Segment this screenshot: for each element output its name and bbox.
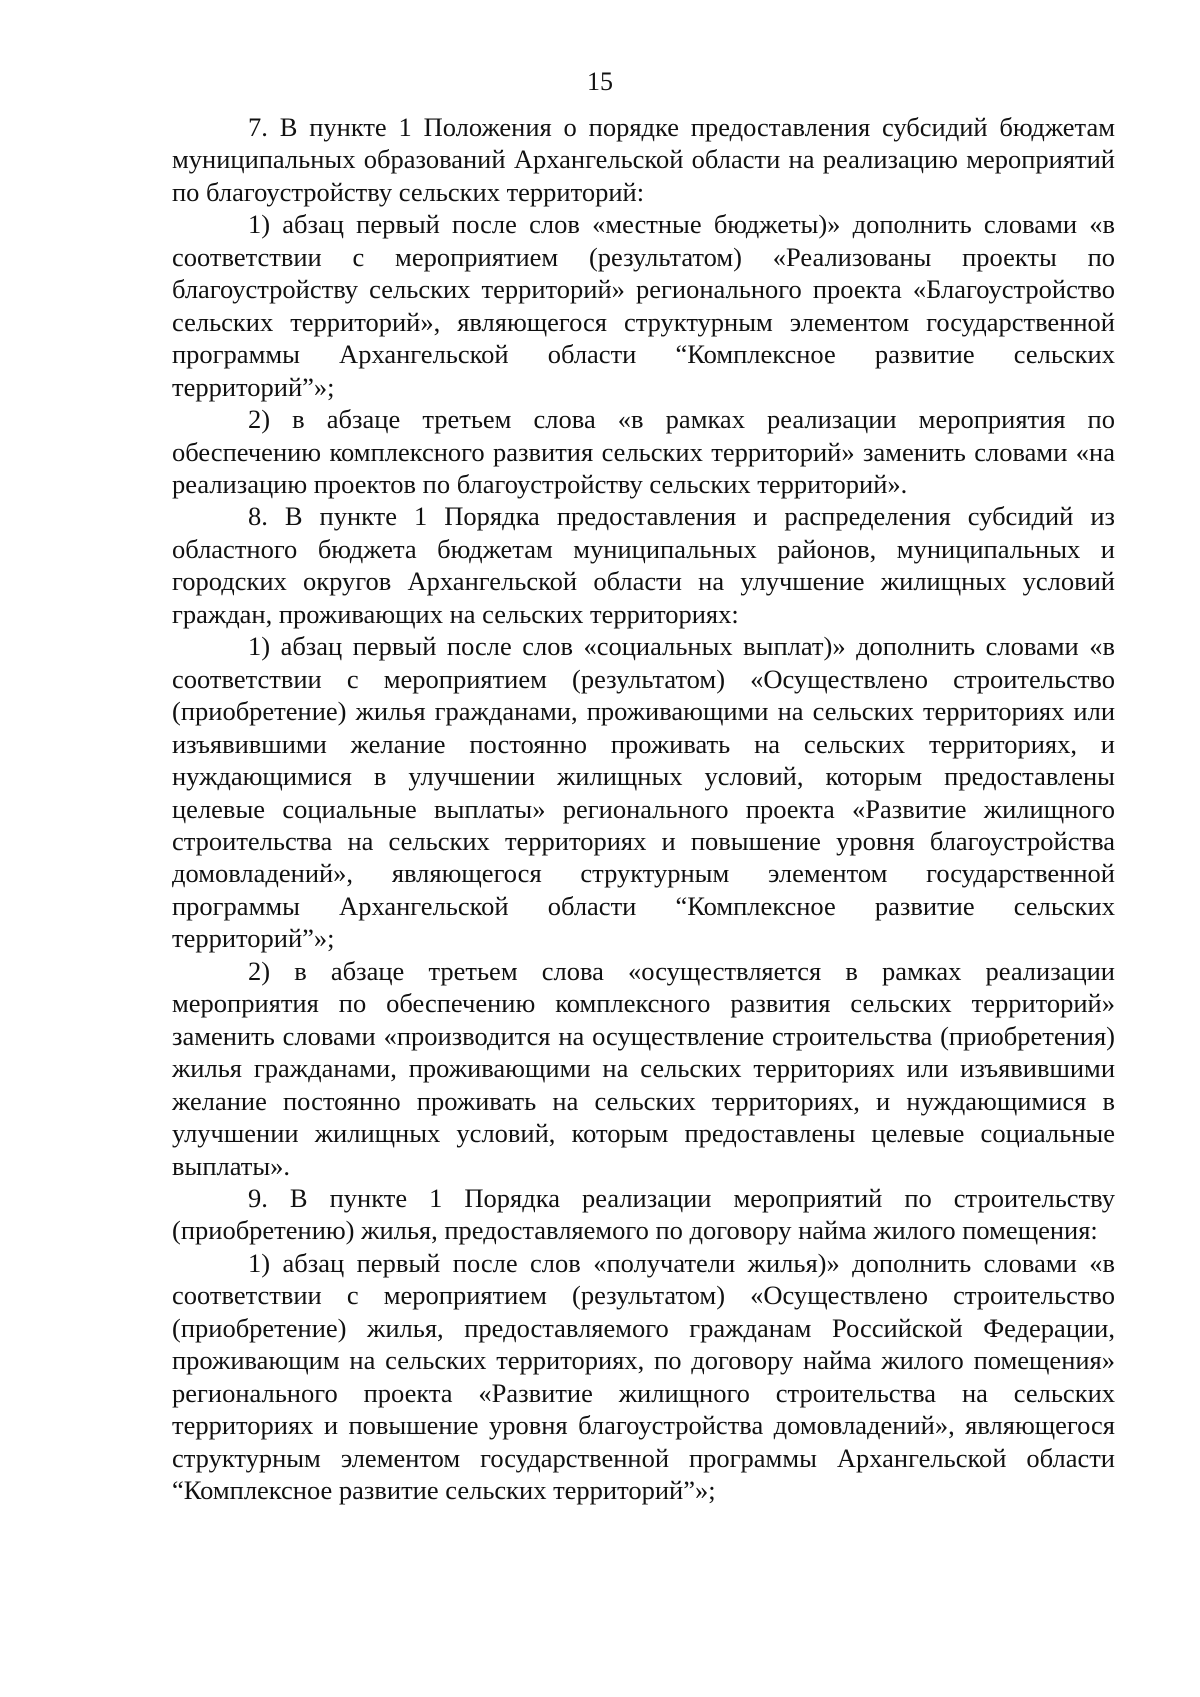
paragraph-item-7-subitem-2: 2) в абзаце третьем слова «в рамках реализации мероприятия по обеспечению комплексного развития сельских территорий» заменить словами «на реализацию проектов по благоустройству сельских территорий». <box>172 404 1115 499</box>
paragraph-item-8-subitem-1: 1) абзац первый после слов «социальных выплат)» дополнить словами «в соответствии с мероприятием (результатом) «Осуществлено строительство (приобретение) жилья гражданами, проживающими на сельских территориях или изъявившими желание постоянно проживать на сельских территориях, и нуждающимися в улучшении жилищных условий, которым предоставлены целевые социальные выплаты» регионального проекта «Развитие жилищного строительства на сельских территориях и повышение уровня благоустройства домовладений», являющегося структурным элементом государственной программы Архангельской области “Комплексное развитие сельских территорий”»; <box>172 631 1115 954</box>
paragraph-item-9: 9. В пункте 1 Порядка реализации мероприятий по строительству (приобретению) жилья, предоставляемого по договору найма жилого помещения: <box>172 1182 1115 1246</box>
paragraph-item-8: 8. В пункте 1 Порядка предоставления и распределения субсидий из областного бюджета бюджетам муниципальных районов, муниципальных и городских округов Архангельской области на улучшение жилищных условий граждан, проживающих на сельских территориях: <box>172 501 1115 629</box>
paragraph-item-7: 7. В пункте 1 Положения о порядке предоставления субсидий бюджетам муниципальных образований Архангельской области на реализацию мероприятий по благоустройству сельских территорий: <box>172 112 1115 207</box>
page-number: 15 <box>587 67 613 96</box>
document-body <box>172 111 1115 1506</box>
paragraph-item-7-subitem-1: 1) абзац первый после слов «местные бюджеты)» дополнить словами «в соответствии с мероприятием (результатом) «Реализованы проекты по благоустройству сельских территорий» регионального проекта «Благоустройство сельских территорий», являющегося структурным элементом государственной программы Архангельской области “Комплексное развитие сельских территорий”»; <box>172 209 1115 402</box>
paragraph-item-8-subitem-2: 2) в абзаце третьем слова «осуществляется в рамках реализации мероприятия по обеспечению комплексного развития сельских территорий» заменить словами «производится на осуществление строительства (приобретения) жилья гражданами, проживающими на сельских территориях или изъявившими желание постоянно проживать на сельских территориях, и нуждающимися в улучшении жилищных условий, которым предоставлены целевые социальные выплаты». <box>172 955 1115 1181</box>
paragraph-item-9-subitem-1: 1) абзац первый после слов «получатели жилья)» дополнить словами «в соответствии с мероприятием (результатом) «Осуществлено строительство (приобретение) жилья, предоставляемого гражданам Российской Федерации, проживающим на сельских территориях, по договору найма жилого помещения» регионального проекта «Развитие жилищного строительства на сельских территориях и повышение уровня благоустройства домовладений», являющегося структурным элементом государственной программы Архангельской области “Комплексное развитие сельских территорий”»; <box>172 1247 1115 1506</box>
